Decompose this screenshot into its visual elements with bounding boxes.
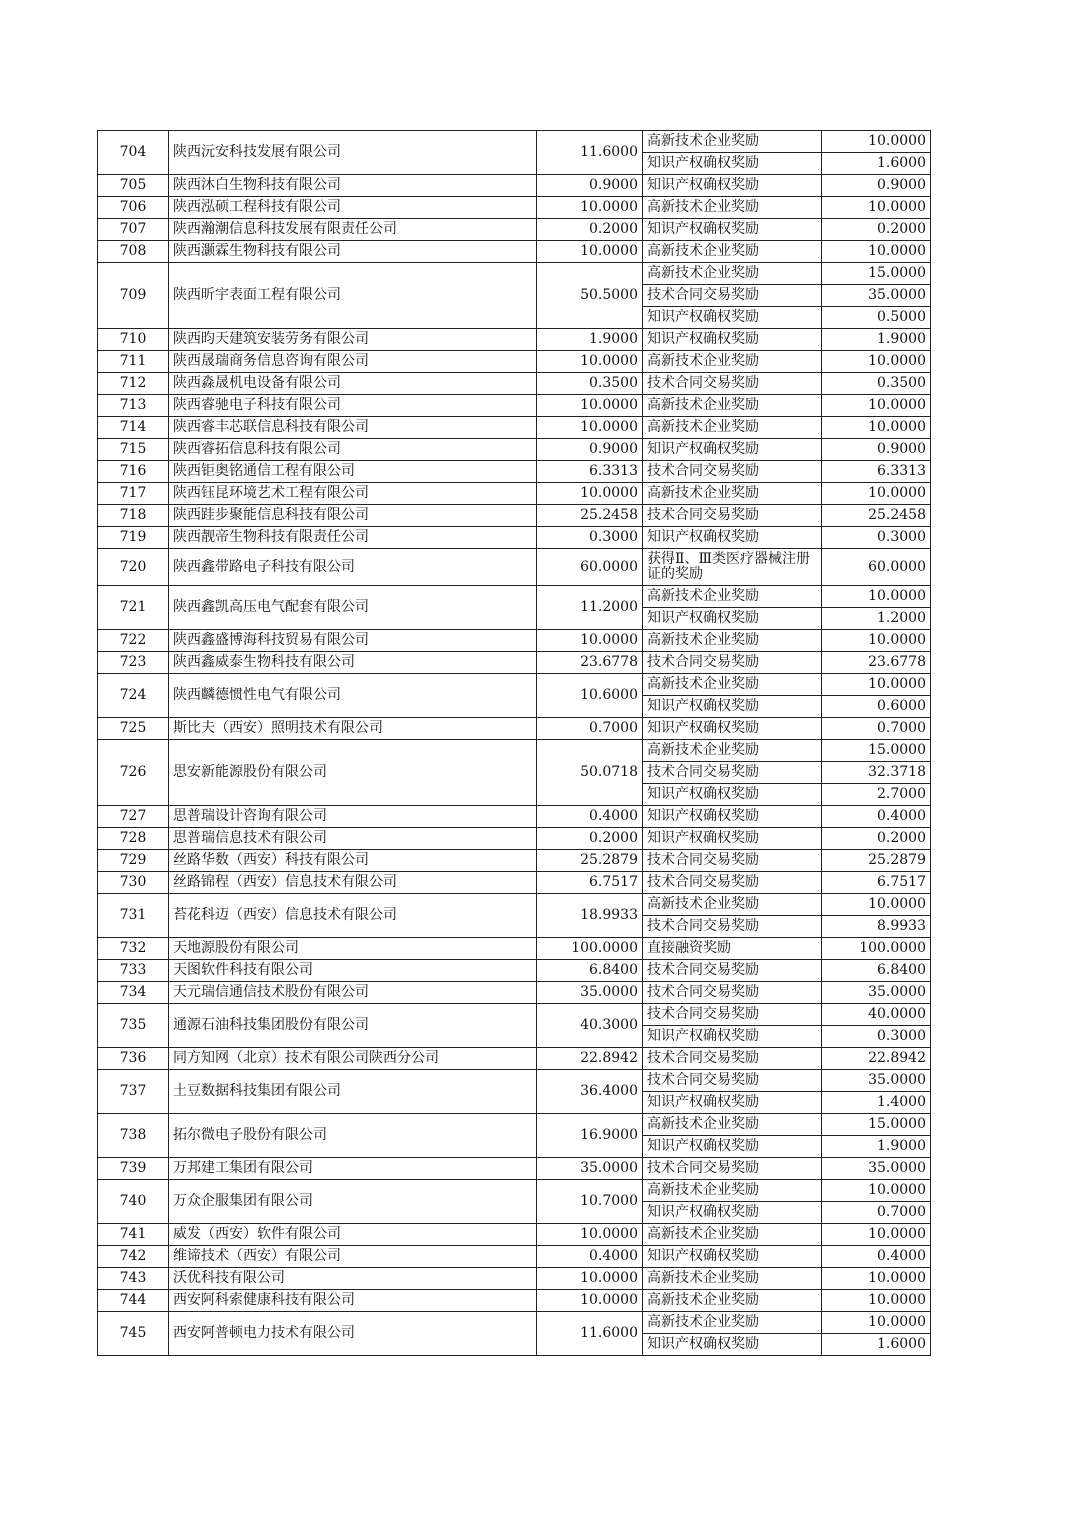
- award-type: 高新技术企业奖励: [643, 483, 822, 505]
- award-type: 技术合同交易奖励: [643, 1048, 822, 1070]
- award-type: 高新技术企业奖励: [643, 674, 822, 696]
- total-amount: 0.2000: [537, 219, 643, 241]
- award-amount: 10.0000: [822, 1180, 931, 1202]
- award-amount: 25.2458: [822, 505, 931, 527]
- total-amount: 100.0000: [537, 938, 643, 960]
- total-amount: 0.9000: [537, 439, 643, 461]
- award-type: 高新技术企业奖励: [643, 241, 822, 263]
- company-name: 西安阿科索健康科技有限公司: [169, 1290, 537, 1312]
- table-row: [98, 586, 931, 608]
- award-type: 高新技术企业奖励: [643, 630, 822, 652]
- table-row: [98, 527, 931, 549]
- row-number: 732: [98, 938, 169, 960]
- award-amount: 0.2000: [822, 828, 931, 850]
- award-amount: 10.0000: [822, 351, 931, 373]
- total-amount: 6.3313: [537, 461, 643, 483]
- award-amount: 2.7000: [822, 784, 931, 806]
- award-amount: 0.3000: [822, 1026, 931, 1048]
- total-amount: 25.2879: [537, 850, 643, 872]
- company-name: 思安新能源股份有限公司: [169, 740, 537, 806]
- row-number: 743: [98, 1268, 169, 1290]
- row-number: 715: [98, 439, 169, 461]
- award-type: 知识产权确权奖励: [643, 608, 822, 630]
- award-type: 高新技术企业奖励: [643, 1114, 822, 1136]
- total-amount: 0.2000: [537, 828, 643, 850]
- award-type: 知识产权确权奖励: [643, 153, 822, 175]
- total-amount: 1.9000: [537, 329, 643, 351]
- company-name: 陕西瀚潮信息科技发展有限责任公司: [169, 219, 537, 241]
- company-name: 陕西睿丰芯联信息科技有限公司: [169, 417, 537, 439]
- table-row: [98, 982, 931, 1004]
- total-amount: 10.6000: [537, 674, 643, 718]
- award-type: 知识产权确权奖励: [643, 1334, 822, 1356]
- award-type: 高新技术企业奖励: [643, 1290, 822, 1312]
- total-amount: 10.0000: [537, 197, 643, 219]
- company-name: 陕西晟瑞商务信息咨询有限公司: [169, 351, 537, 373]
- table-row: [98, 461, 931, 483]
- award-table: [97, 130, 931, 1356]
- table-row: [98, 872, 931, 894]
- award-type: 高新技术企业奖励: [643, 1312, 822, 1334]
- table-row: [98, 1158, 931, 1180]
- row-number: 704: [98, 131, 169, 175]
- award-amount: 1.9000: [822, 1136, 931, 1158]
- total-amount: 10.0000: [537, 241, 643, 263]
- company-name: 陕西鑫威泰生物科技有限公司: [169, 652, 537, 674]
- table-row: [98, 850, 931, 872]
- row-number: 737: [98, 1070, 169, 1114]
- table-row: [98, 395, 931, 417]
- award-type: 高新技术企业奖励: [643, 351, 822, 373]
- award-type: 高新技术企业奖励: [643, 740, 822, 762]
- company-name: 陕西睿驰电子科技有限公司: [169, 395, 537, 417]
- total-amount: 6.8400: [537, 960, 643, 982]
- row-number: 707: [98, 219, 169, 241]
- company-name: 陕西昀天建筑安装劳务有限公司: [169, 329, 537, 351]
- table-row: [98, 630, 931, 652]
- award-amount: 35.0000: [822, 1070, 931, 1092]
- award-amount: 10.0000: [822, 1312, 931, 1334]
- award-type: 高新技术企业奖励: [643, 1180, 822, 1202]
- award-amount: 100.0000: [822, 938, 931, 960]
- table-row: [98, 1268, 931, 1290]
- award-amount: 10.0000: [822, 894, 931, 916]
- award-type: 技术合同交易奖励: [643, 285, 822, 307]
- award-type: 高新技术企业奖励: [643, 263, 822, 285]
- total-amount: 0.3500: [537, 373, 643, 395]
- award-amount: 15.0000: [822, 740, 931, 762]
- total-amount: 10.7000: [537, 1180, 643, 1224]
- row-number: 745: [98, 1312, 169, 1356]
- award-type: 技术合同交易奖励: [643, 1158, 822, 1180]
- row-number: 714: [98, 417, 169, 439]
- total-amount: 10.0000: [537, 630, 643, 652]
- company-name: 天图软件科技有限公司: [169, 960, 537, 982]
- company-name: 陕西麟德惯性电气有限公司: [169, 674, 537, 718]
- award-amount: 8.9933: [822, 916, 931, 938]
- table-row: [98, 960, 931, 982]
- row-number: 736: [98, 1048, 169, 1070]
- award-type: 知识产权确权奖励: [643, 696, 822, 718]
- company-name: 陕西鑫凯高压电气配套有限公司: [169, 586, 537, 630]
- row-number: 723: [98, 652, 169, 674]
- company-name: 拓尔微电子股份有限公司: [169, 1114, 537, 1158]
- total-amount: 11.6000: [537, 131, 643, 175]
- row-number: 734: [98, 982, 169, 1004]
- table-row: [98, 373, 931, 395]
- total-amount: 10.0000: [537, 1290, 643, 1312]
- total-amount: 25.2458: [537, 505, 643, 527]
- award-amount: 10.0000: [822, 483, 931, 505]
- award-amount: 10.0000: [822, 674, 931, 696]
- company-name: 天元瑞信通信技术股份有限公司: [169, 982, 537, 1004]
- table-row: [98, 1048, 931, 1070]
- award-type: 技术合同交易奖励: [643, 1004, 822, 1026]
- table-row: [98, 652, 931, 674]
- company-name: 陕西靓帝生物科技有限责任公司: [169, 527, 537, 549]
- award-table-body: [98, 131, 931, 1356]
- company-name: 陕西睿拓信息科技有限公司: [169, 439, 537, 461]
- total-amount: 10.0000: [537, 483, 643, 505]
- company-name: 同方知网（北京）技术有限公司陕西分公司: [169, 1048, 537, 1070]
- total-amount: 10.0000: [537, 417, 643, 439]
- company-name: 丝路华数（西安）科技有限公司: [169, 850, 537, 872]
- award-type: 高新技术企业奖励: [643, 197, 822, 219]
- award-type: 技术合同交易奖励: [643, 461, 822, 483]
- award-type: 知识产权确权奖励: [643, 784, 822, 806]
- award-type: 知识产权确权奖励: [643, 439, 822, 461]
- award-type: 知识产权确权奖励: [643, 718, 822, 740]
- row-number: 740: [98, 1180, 169, 1224]
- row-number: 728: [98, 828, 169, 850]
- company-name: 陕西昕宇表面工程有限公司: [169, 263, 537, 329]
- total-amount: 35.0000: [537, 982, 643, 1004]
- award-amount: 10.0000: [822, 1224, 931, 1246]
- award-amount: 1.6000: [822, 1334, 931, 1356]
- total-amount: 10.0000: [537, 1224, 643, 1246]
- award-type: 高新技术企业奖励: [643, 131, 822, 153]
- total-amount: 6.7517: [537, 872, 643, 894]
- total-amount: 36.4000: [537, 1070, 643, 1114]
- row-number: 731: [98, 894, 169, 938]
- company-name: 陕西淼晟机电设备有限公司: [169, 373, 537, 395]
- company-name: 斯比夫（西安）照明技术有限公司: [169, 718, 537, 740]
- row-number: 739: [98, 1158, 169, 1180]
- row-number: 716: [98, 461, 169, 483]
- award-amount: 6.7517: [822, 872, 931, 894]
- table-row: [98, 740, 931, 762]
- total-amount: 0.9000: [537, 175, 643, 197]
- total-amount: 0.4000: [537, 806, 643, 828]
- company-name: 通源石油科技集团股份有限公司: [169, 1004, 537, 1048]
- award-amount: 15.0000: [822, 263, 931, 285]
- award-type: 知识产权确权奖励: [643, 175, 822, 197]
- award-amount: 0.4000: [822, 806, 931, 828]
- award-type: 知识产权确权奖励: [643, 527, 822, 549]
- award-type: 技术合同交易奖励: [643, 373, 822, 395]
- table-row: [98, 1312, 931, 1334]
- award-amount: 1.2000: [822, 608, 931, 630]
- award-amount: 10.0000: [822, 1268, 931, 1290]
- table-row: [98, 1004, 931, 1026]
- total-amount: 22.8942: [537, 1048, 643, 1070]
- total-amount: 50.0718: [537, 740, 643, 806]
- award-type: 技术合同交易奖励: [643, 1070, 822, 1092]
- award-type: 知识产权确权奖励: [643, 329, 822, 351]
- award-amount: 23.6778: [822, 652, 931, 674]
- row-number: 710: [98, 329, 169, 351]
- award-amount: 35.0000: [822, 1158, 931, 1180]
- table-row: [98, 263, 931, 285]
- award-amount: 0.5000: [822, 307, 931, 329]
- award-amount: 10.0000: [822, 586, 931, 608]
- company-name: 陕西沐白生物科技有限公司: [169, 175, 537, 197]
- award-type: 知识产权确权奖励: [643, 1202, 822, 1224]
- row-number: 719: [98, 527, 169, 549]
- award-amount: 0.7000: [822, 718, 931, 740]
- company-name: 思普瑞信息技术有限公司: [169, 828, 537, 850]
- award-type: 技术合同交易奖励: [643, 982, 822, 1004]
- row-number: 722: [98, 630, 169, 652]
- award-type: 知识产权确权奖励: [643, 806, 822, 828]
- row-number: 705: [98, 175, 169, 197]
- award-type: 知识产权确权奖励: [643, 219, 822, 241]
- award-amount: 0.4000: [822, 1246, 931, 1268]
- row-number: 741: [98, 1224, 169, 1246]
- award-amount: 10.0000: [822, 395, 931, 417]
- table-row: [98, 806, 931, 828]
- row-number: 721: [98, 586, 169, 630]
- table-row: [98, 329, 931, 351]
- row-number: 729: [98, 850, 169, 872]
- table-row: [98, 674, 931, 696]
- total-amount: 18.9933: [537, 894, 643, 938]
- award-amount: 40.0000: [822, 1004, 931, 1026]
- table-row: [98, 1180, 931, 1202]
- award-type: 高新技术企业奖励: [643, 894, 822, 916]
- company-name: 陕西灏霖生物科技有限公司: [169, 241, 537, 263]
- row-number: 708: [98, 241, 169, 263]
- row-number: 744: [98, 1290, 169, 1312]
- award-amount: 10.0000: [822, 1290, 931, 1312]
- total-amount: 10.0000: [537, 395, 643, 417]
- award-amount: 0.9000: [822, 175, 931, 197]
- row-number: 712: [98, 373, 169, 395]
- total-amount: 60.0000: [537, 549, 643, 586]
- award-amount: 1.4000: [822, 1092, 931, 1114]
- row-number: 709: [98, 263, 169, 329]
- award-amount: 0.7000: [822, 1202, 931, 1224]
- table-row: [98, 219, 931, 241]
- award-amount: 0.3000: [822, 527, 931, 549]
- company-name: 陕西跬步聚能信息科技有限公司: [169, 505, 537, 527]
- row-number: 720: [98, 549, 169, 586]
- table-row: [98, 351, 931, 373]
- table-row: [98, 894, 931, 916]
- company-name: 陕西钰昆环境艺术工程有限公司: [169, 483, 537, 505]
- award-type: 获得Ⅱ、Ⅲ类医疗器械注册证的奖励: [643, 549, 822, 586]
- award-type: 知识产权确权奖励: [643, 1246, 822, 1268]
- total-amount: 10.0000: [537, 1268, 643, 1290]
- award-amount: 32.3718: [822, 762, 931, 784]
- table-row: [98, 718, 931, 740]
- award-amount: 6.3313: [822, 461, 931, 483]
- company-name: 陕西钜奥铭通信工程有限公司: [169, 461, 537, 483]
- award-amount: 1.6000: [822, 153, 931, 175]
- award-amount: 0.6000: [822, 696, 931, 718]
- award-amount: 22.8942: [822, 1048, 931, 1070]
- award-amount: 10.0000: [822, 417, 931, 439]
- total-amount: 10.0000: [537, 351, 643, 373]
- row-number: 706: [98, 197, 169, 219]
- table-row: [98, 417, 931, 439]
- award-type: 知识产权确权奖励: [643, 1136, 822, 1158]
- company-name: 苔花科迈（西安）信息技术有限公司: [169, 894, 537, 938]
- table-row: [98, 175, 931, 197]
- company-name: 陕西鑫带路电子科技有限公司: [169, 549, 537, 586]
- award-type: 技术合同交易奖励: [643, 850, 822, 872]
- company-name: 陕西鑫盛博海科技贸易有限公司: [169, 630, 537, 652]
- award-type: 高新技术企业奖励: [643, 1268, 822, 1290]
- award-type: 知识产权确权奖励: [643, 1092, 822, 1114]
- table-row: [98, 1114, 931, 1136]
- award-amount: 25.2879: [822, 850, 931, 872]
- row-number: 727: [98, 806, 169, 828]
- award-amount: 15.0000: [822, 1114, 931, 1136]
- company-name: 土豆数据科技集团有限公司: [169, 1070, 537, 1114]
- award-type: 知识产权确权奖励: [643, 828, 822, 850]
- company-name: 陕西泓硕工程科技有限公司: [169, 197, 537, 219]
- award-type: 技术合同交易奖励: [643, 505, 822, 527]
- total-amount: 40.3000: [537, 1004, 643, 1048]
- company-name: 万众企服集团有限公司: [169, 1180, 537, 1224]
- total-amount: 11.2000: [537, 586, 643, 630]
- total-amount: 23.6778: [537, 652, 643, 674]
- award-type: 技术合同交易奖励: [643, 960, 822, 982]
- row-number: 730: [98, 872, 169, 894]
- award-type: 高新技术企业奖励: [643, 586, 822, 608]
- row-number: 738: [98, 1114, 169, 1158]
- award-amount: 60.0000: [822, 549, 931, 586]
- award-amount: 0.3500: [822, 373, 931, 395]
- award-amount: 35.0000: [822, 982, 931, 1004]
- award-amount: 6.8400: [822, 960, 931, 982]
- row-number: 733: [98, 960, 169, 982]
- award-amount: 0.2000: [822, 219, 931, 241]
- table-row: [98, 938, 931, 960]
- company-name: 维谛技术（西安）有限公司: [169, 1246, 537, 1268]
- table-row: [98, 1070, 931, 1092]
- row-number: 717: [98, 483, 169, 505]
- total-amount: 16.9000: [537, 1114, 643, 1158]
- award-type: 技术合同交易奖励: [643, 872, 822, 894]
- award-type: 知识产权确权奖励: [643, 307, 822, 329]
- table-row: [98, 439, 931, 461]
- award-amount: 0.9000: [822, 439, 931, 461]
- award-type: 高新技术企业奖励: [643, 395, 822, 417]
- table-row: [98, 549, 931, 586]
- award-type: 技术合同交易奖励: [643, 652, 822, 674]
- award-amount: 1.9000: [822, 329, 931, 351]
- award-type: 技术合同交易奖励: [643, 762, 822, 784]
- table-row: [98, 1224, 931, 1246]
- table-row: [98, 483, 931, 505]
- row-number: 718: [98, 505, 169, 527]
- award-amount: 10.0000: [822, 241, 931, 263]
- award-amount: 10.0000: [822, 630, 931, 652]
- table-row: [98, 131, 931, 153]
- total-amount: 0.3000: [537, 527, 643, 549]
- table-row: [98, 1246, 931, 1268]
- table-row: [98, 828, 931, 850]
- company-name: 丝路锦程（西安）信息技术有限公司: [169, 872, 537, 894]
- total-amount: 0.7000: [537, 718, 643, 740]
- company-name: 思普瑞设计咨询有限公司: [169, 806, 537, 828]
- total-amount: 35.0000: [537, 1158, 643, 1180]
- company-name: 万邦建工集团有限公司: [169, 1158, 537, 1180]
- row-number: 711: [98, 351, 169, 373]
- company-name: 陕西沅安科技发展有限公司: [169, 131, 537, 175]
- table-row: [98, 197, 931, 219]
- table-row: [98, 241, 931, 263]
- company-name: 威发（西安）软件有限公司: [169, 1224, 537, 1246]
- award-amount: 10.0000: [822, 131, 931, 153]
- table-row: [98, 505, 931, 527]
- row-number: 726: [98, 740, 169, 806]
- row-number: 742: [98, 1246, 169, 1268]
- award-type: 技术合同交易奖励: [643, 916, 822, 938]
- company-name: 沃优科技有限公司: [169, 1268, 537, 1290]
- row-number: 735: [98, 1004, 169, 1048]
- award-amount: 10.0000: [822, 197, 931, 219]
- award-amount: 35.0000: [822, 285, 931, 307]
- company-name: 西安阿普顿电力技术有限公司: [169, 1312, 537, 1356]
- award-type: 知识产权确权奖励: [643, 1026, 822, 1048]
- row-number: 713: [98, 395, 169, 417]
- award-type: 高新技术企业奖励: [643, 417, 822, 439]
- total-amount: 50.5000: [537, 263, 643, 329]
- row-number: 725: [98, 718, 169, 740]
- total-amount: 11.6000: [537, 1312, 643, 1356]
- table-row: [98, 1290, 931, 1312]
- company-name: 天地源股份有限公司: [169, 938, 537, 960]
- award-type: 直接融资奖励: [643, 938, 822, 960]
- award-type: 高新技术企业奖励: [643, 1224, 822, 1246]
- row-number: 724: [98, 674, 169, 718]
- total-amount: 0.4000: [537, 1246, 643, 1268]
